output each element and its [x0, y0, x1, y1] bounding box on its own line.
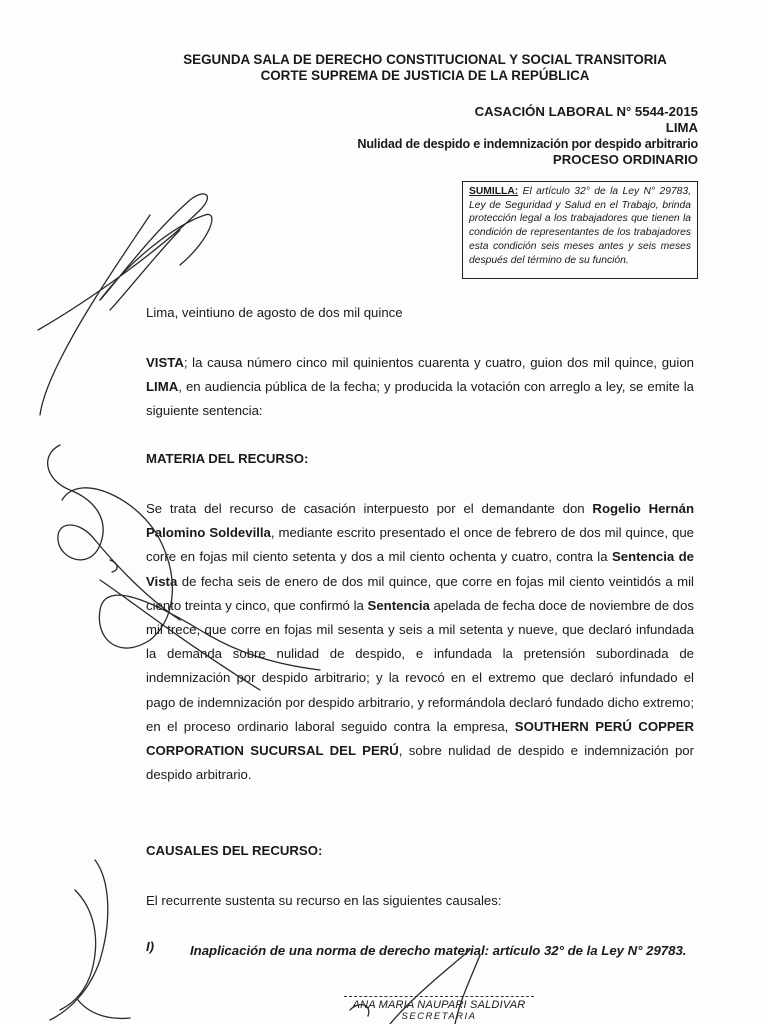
sentencia-label: Sentencia: [367, 597, 430, 613]
causales-intro: El recurrente sustenta su recurso en las siguientes causales:: [146, 893, 502, 908]
case-process: PROCESO ORDINARIO: [552, 152, 698, 167]
plaintiff-name: Rogelio Hernán Palomino Soldevilla: [146, 501, 695, 541]
signature-stroke: [110, 230, 180, 310]
sumilla-box: [462, 181, 698, 279]
signature-stroke: [100, 214, 212, 300]
materia-heading: MATERIA DEL RECURSO:: [146, 451, 309, 466]
vista-text-1: ; la causa número cinco mil quinientos cuarenta y cuatro, guion dos mil quince, guion: [183, 355, 694, 370]
court-name: CORTE SUPREMA DE JUSTICIA DE LA REPÚBLICA: [260, 68, 590, 83]
materia-text-1: Se trata del recurso de casación interpuesto por el demandante don: [146, 501, 593, 516]
materia-paragraph: [146, 497, 694, 787]
sumilla-label: SUMILLA:: [469, 186, 519, 197]
signature-stroke: [40, 215, 150, 415]
secretary-name: ANA MARIA NAUPARI SALDIVAR: [344, 996, 534, 1011]
materia-text-2: , mediante escrito presentado el once de febrero de dos mil quince, que corre en fojas mil ciento setenta y dos a mil ciento ochenta y cuatro, contra la: [146, 525, 694, 565]
secretary-role: SECRETARIA: [401, 1011, 477, 1022]
vista-label: VISTA: [146, 355, 184, 370]
causal-item-text: Inaplicación de una norma de derecho material: artículo 32° de la Ley N° 29783.: [190, 943, 687, 958]
materia-text-3: de fecha seis de enero de dos mil quince, que corre en fojas mil ciento veintidós a mil ciento treinta y cinco, que confirmó la: [146, 573, 694, 613]
vista-place: LIMA: [146, 379, 179, 395]
signature-stroke: [78, 1000, 130, 1018]
materia-text-5: , sobre nulidad de despido e indemnización por despido arbitrario.: [146, 743, 694, 783]
sentencia-vista: Sentencia de Vista: [146, 549, 695, 589]
case-subject: Nulidad de despido e indemnización por despido arbitrario: [357, 137, 698, 151]
materia-text-4: apelada de fecha doce de noviembre de dos mil trece, que corre en fojas mil sesenta y seis a mil setenta y nueve, que declaró infundada la demanda sobre nulidad de despido, e infundada la pretensión subordinada de indemnización por despido arbitrario; y la revocó en el extremo que declaró infundado el pago de indemnización por despido arbitrario, y reformándola declaró fundado dicho extremo; en el proceso ordinario laboral seguido contra la empresa,: [146, 597, 694, 734]
secretary-stamp: [344, 996, 534, 1023]
court-chamber-title: SEGUNDA SALA DE DERECHO CONSTITUCIONAL Y SOCIAL TRANSITORIA: [183, 52, 667, 67]
causales-heading: CAUSALES DEL RECURSO:: [146, 843, 323, 858]
defendant-name: SOUTHERN PERÚ COPPER CORPORATION SUCURSAL DEL PERÚ: [146, 718, 694, 759]
signature-stroke: [50, 860, 108, 1020]
case-place: LIMA: [665, 120, 698, 135]
vista-text-2: , en audiencia pública de la fecha; y producida la votación con arreglo a ley, se emite la siguiente sentencia:: [146, 379, 694, 419]
vista-paragraph: [146, 351, 694, 424]
signature-stroke: [110, 560, 117, 572]
signature-stroke: [60, 890, 96, 1010]
sumilla-text: El artículo 32° de la Ley N° 29783, Ley de Seguridad y Salud en el Trabajo, brinda protección legal a los trabajadores que tienen la condición de representantes de los trabajadores esta condición seis meses antes y seis meses después del término de su función.: [469, 186, 691, 266]
causal-item-number: I): [146, 939, 155, 954]
case-number: CASACIÓN LABORAL N° 5544-2015: [474, 104, 698, 119]
date-line: Lima, veintiuno de agosto de dos mil quince: [146, 305, 403, 320]
